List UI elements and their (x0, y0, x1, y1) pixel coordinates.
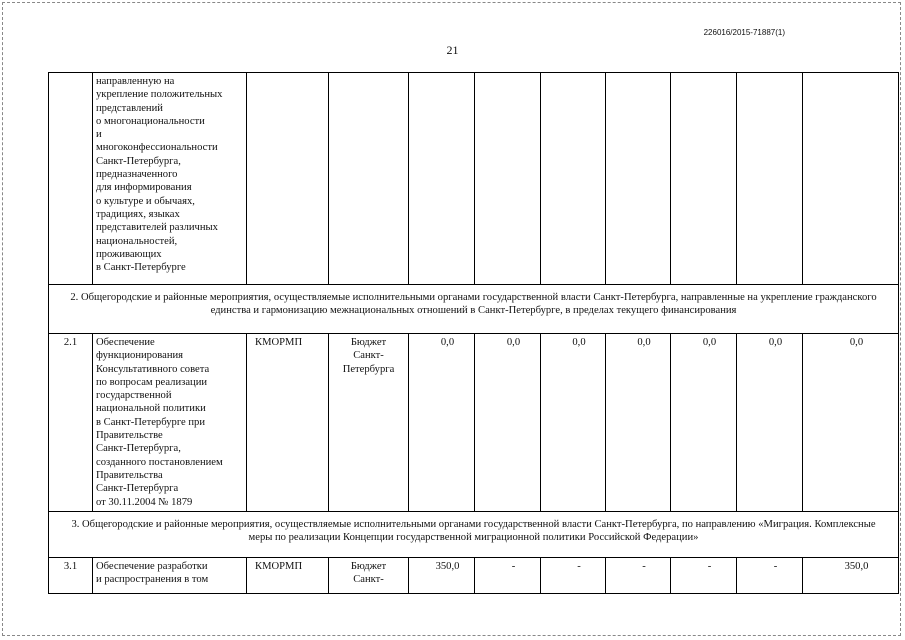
section-row (49, 511, 899, 557)
funding-source-cell: Бюджет Санкт- (329, 557, 409, 593)
row-number: 2.1 (49, 334, 93, 512)
value-cell: - (737, 557, 803, 593)
value-cell: 0,0 (409, 334, 475, 512)
table-row (49, 557, 899, 593)
value-cell: - (475, 557, 541, 593)
value-cell: 0,0 (737, 334, 803, 512)
page-number: 21 (446, 43, 459, 57)
value-cell: 350,0 (409, 557, 475, 593)
value-cell: 0,0 (671, 334, 737, 512)
value-cell: 0,0 (606, 334, 671, 512)
measure-description: Обеспечение разработки и распространения в том (93, 557, 247, 593)
executor-cell (247, 73, 329, 285)
value-cell (737, 73, 803, 285)
section-row (49, 285, 899, 334)
value-cell (409, 73, 475, 285)
value-cell (671, 73, 737, 285)
table-row (49, 73, 899, 285)
measure-description: Обеспечение функционирования Консультативного совета по вопросам реализации государственной национальной политики в Санкт-Петербурге при Правительстве Санкт-Петербурга, созданного постановлением Правительства Санкт-Петербурга от 30.11.2004 № 1879 (93, 334, 247, 512)
funding-source-cell: Бюджет Санкт- Петербурга (329, 334, 409, 512)
value-cell: - (606, 557, 671, 593)
row-number (49, 73, 93, 285)
value-cell: 0,0 (475, 334, 541, 512)
value-cell (541, 73, 606, 285)
value-cell: - (671, 557, 737, 593)
value-cell (606, 73, 671, 285)
value-cell: 350,0 (803, 557, 899, 593)
value-cell: - (541, 557, 606, 593)
row-number: 3.1 (49, 557, 93, 593)
value-cell (475, 73, 541, 285)
executor-cell: КМОРМП (247, 334, 329, 512)
section-heading: 2. Общегородские и районные мероприятия, осуществляемые исполнительными органами государственной власти Санкт-Петербурга, направленные на укрепление гражданского единства и гармонизацию межнациональных отношений в Санкт-Петербурге, в пределах текущего финансирования (49, 285, 899, 334)
table-row (49, 334, 899, 512)
funding-source-cell (329, 73, 409, 285)
section-heading: 3. Общегородские и районные мероприятия, осуществляемые исполнительными органами государственной власти Санкт-Петербурга, по направлению «Миграция. Комплексные меры по реализации Концепции государственной миграционной политики Российской Федерации» (49, 511, 899, 557)
measure-description: направленную на укрепление положительных представлений о многонациональности и многоконфессиональности Санкт-Петербурга, предназначенного для информирования о культуре и обычаях, традициях, языках представителей различных национальностей, проживающих в Санкт-Петербурге (93, 73, 247, 285)
executor-cell: КМОРМП (247, 557, 329, 593)
value-cell: 0,0 (541, 334, 606, 512)
value-cell: 0,0 (803, 334, 899, 512)
value-cell (803, 73, 899, 285)
document-id: 226016/2015-71887(1) (703, 28, 785, 37)
program-table (48, 72, 899, 594)
